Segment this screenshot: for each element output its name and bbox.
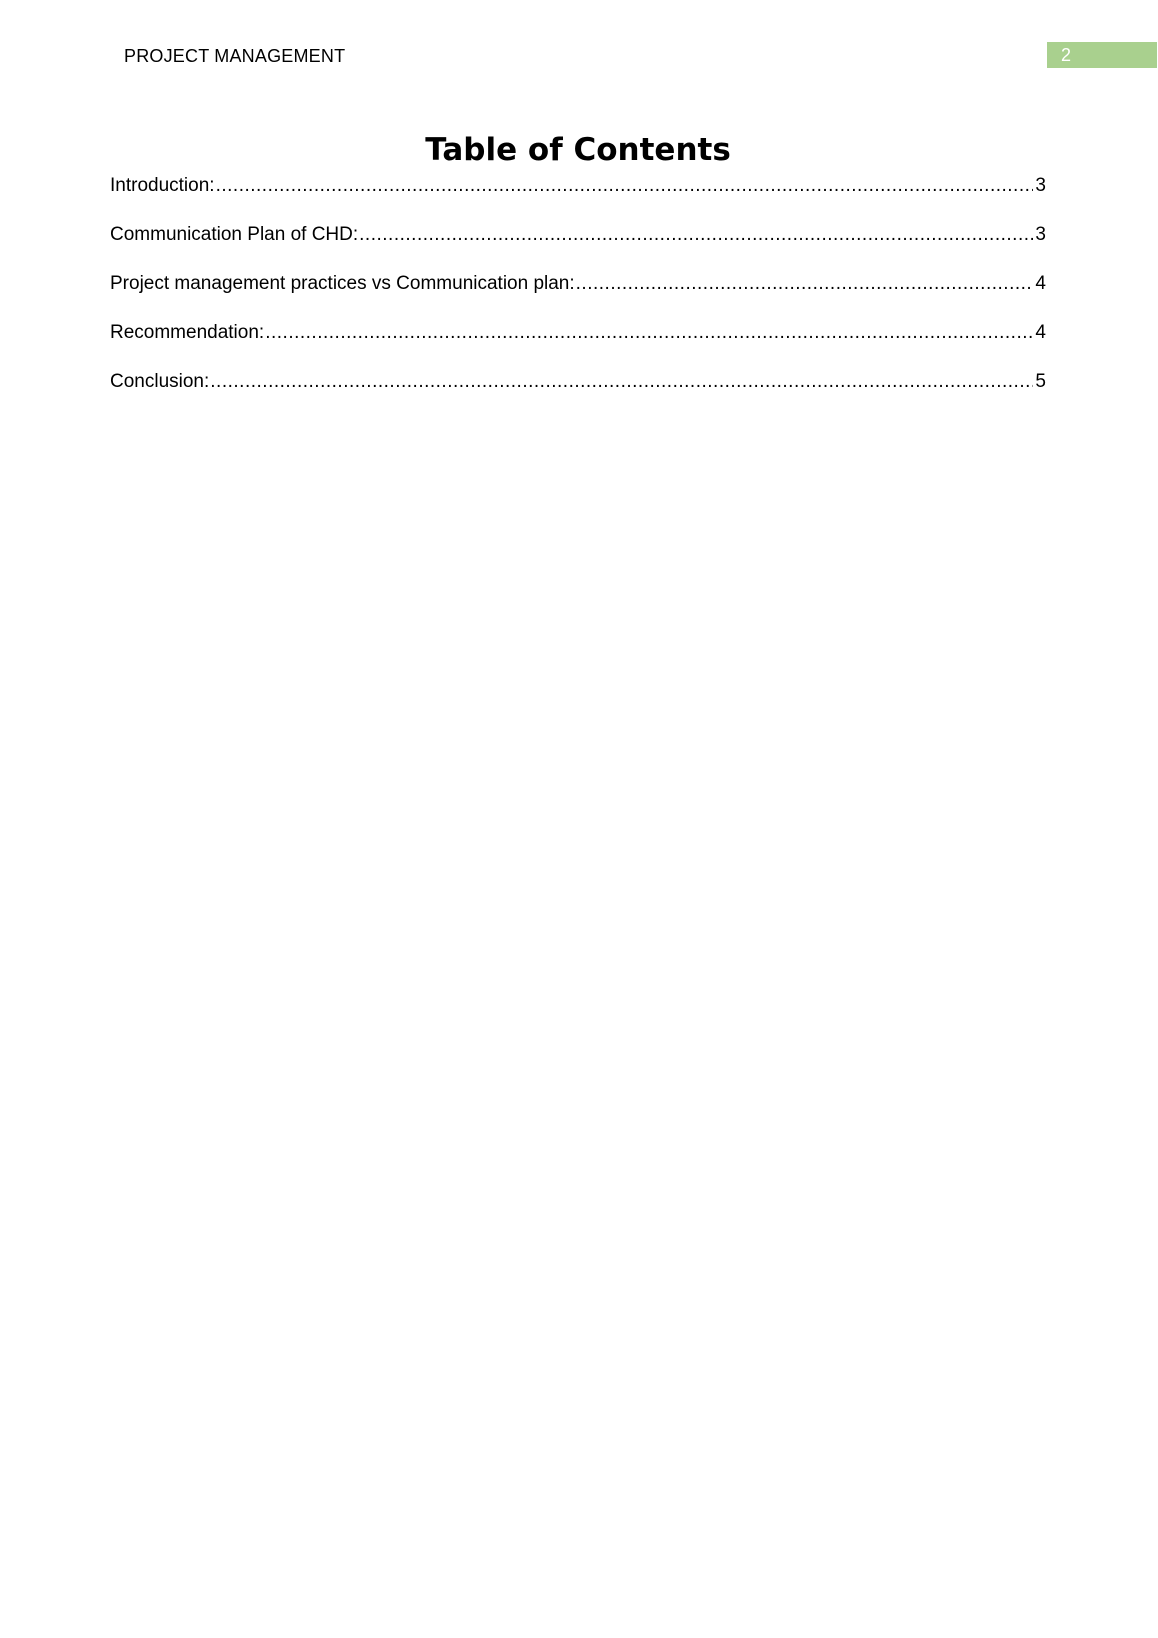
page-number-badge: 2 (1047, 42, 1157, 68)
toc-entry-label: Communication Plan of CHD: (110, 224, 359, 245)
running-head: PROJECT MANAGEMENT (124, 46, 346, 66)
toc-list (110, 171, 1046, 416)
toc-entry-page: 4 (1035, 273, 1046, 294)
toc-entry-label: Recommendation: (110, 322, 265, 343)
toc-entry-label: Project management practices vs Communication plan: (110, 273, 575, 294)
toc-dot-leader (359, 220, 1033, 250)
toc-entry-introduction[interactable] (110, 171, 1046, 220)
toc-dot-leader (216, 171, 1034, 201)
toc-entry-page: 4 (1035, 322, 1046, 343)
toc-dot-leader (576, 269, 1034, 299)
toc-entry-page: 3 (1035, 175, 1046, 196)
toc-dot-leader (210, 367, 1033, 397)
toc-entry-page: 5 (1035, 371, 1046, 392)
toc-entry-communication-plan[interactable] (110, 220, 1046, 269)
toc-entry-label: Introduction: (110, 175, 215, 196)
toc-entry-label: Conclusion: (110, 371, 210, 392)
toc-entry-practices-vs-plan[interactable] (110, 269, 1046, 318)
toc-dot-leader (265, 318, 1033, 348)
toc-entry-conclusion[interactable] (110, 367, 1046, 416)
toc-entry-recommendation[interactable] (110, 318, 1046, 367)
toc-title: Table of Contents (425, 132, 731, 168)
toc-entry-page: 3 (1035, 224, 1046, 245)
